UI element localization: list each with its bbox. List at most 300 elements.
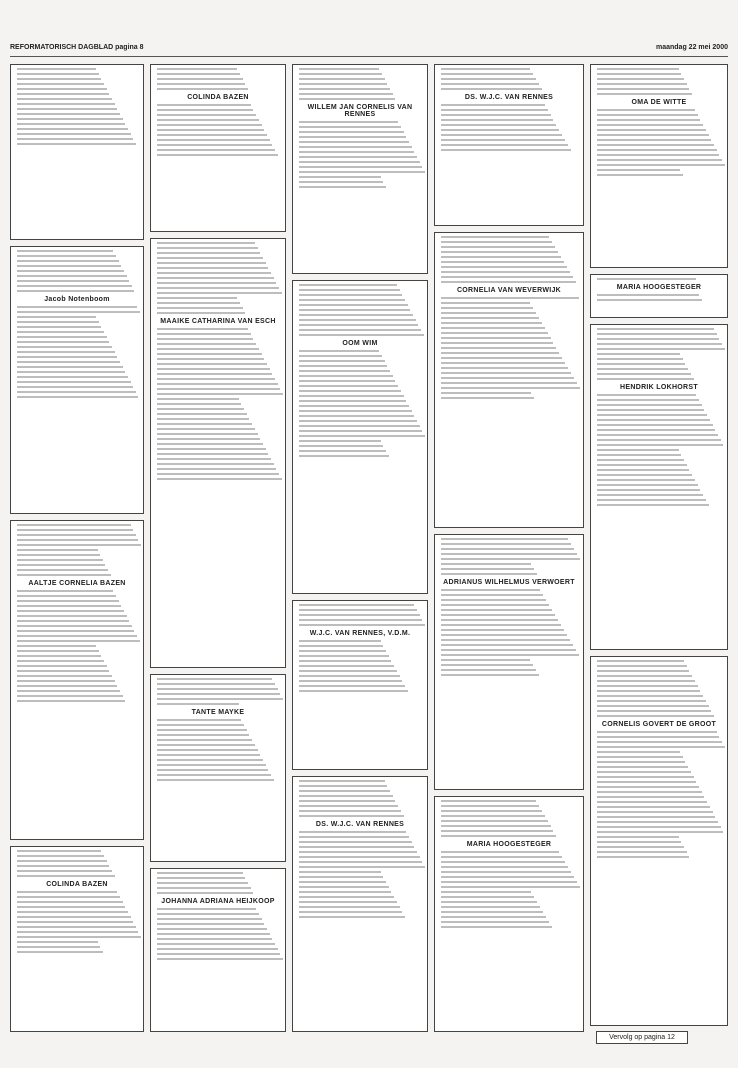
text-line-placeholder <box>441 634 567 636</box>
text-line-placeholder <box>441 886 580 888</box>
text-line-placeholder <box>441 639 570 641</box>
death-notice <box>150 238 286 668</box>
notice-name: HENDRIK LOKHORST <box>620 384 698 391</box>
text-line-placeholder <box>441 891 531 893</box>
text-line-placeholder <box>17 926 136 928</box>
text-line-placeholder <box>17 655 101 657</box>
text-line-placeholder <box>17 316 96 318</box>
text-line-placeholder <box>299 83 387 85</box>
text-line-placeholder <box>157 683 275 685</box>
text-line-placeholder <box>17 640 140 642</box>
text-line-placeholder <box>441 119 553 121</box>
text-line-placeholder <box>157 478 282 480</box>
text-line-placeholder <box>441 109 548 111</box>
text-line-placeholder <box>299 365 387 367</box>
text-line-placeholder <box>157 769 268 771</box>
text-line-placeholder <box>17 901 123 903</box>
text-line-placeholder <box>441 129 559 131</box>
text-line-placeholder <box>17 615 127 617</box>
text-line-placeholder <box>441 619 558 621</box>
text-line-placeholder <box>299 790 390 792</box>
text-line-placeholder <box>157 348 259 350</box>
text-line-placeholder <box>299 655 389 657</box>
text-line-placeholder <box>157 78 243 80</box>
text-line-placeholder <box>17 529 133 531</box>
text-line-placeholder <box>17 559 103 561</box>
death-notice <box>292 776 428 1032</box>
text-line-placeholder <box>299 309 410 311</box>
notice-name: MARIA HOOGESTEGER <box>616 284 702 291</box>
text-line-placeholder <box>441 856 562 858</box>
text-line-placeholder <box>157 388 280 390</box>
notice-name: COLINDA BAZEN <box>187 94 249 101</box>
text-line-placeholder <box>597 159 722 161</box>
text-line-placeholder <box>17 351 115 353</box>
text-line-placeholder <box>17 921 133 923</box>
text-line-placeholder <box>299 614 420 616</box>
text-line-placeholder <box>157 328 248 330</box>
text-line-placeholder <box>597 756 683 758</box>
text-line-placeholder <box>441 392 531 394</box>
text-line-placeholder <box>157 724 244 726</box>
text-line-placeholder <box>441 921 549 923</box>
text-line-placeholder <box>157 433 258 435</box>
text-line-placeholder <box>597 771 691 773</box>
text-line-placeholder <box>441 352 559 354</box>
text-line-placeholder <box>157 877 245 879</box>
text-line-placeholder <box>441 594 543 596</box>
text-line-placeholder <box>597 660 684 662</box>
text-line-placeholder <box>441 78 536 80</box>
death-notice <box>434 232 584 528</box>
text-line-placeholder <box>157 403 241 405</box>
text-line-placeholder <box>17 133 131 135</box>
text-line-placeholder <box>597 299 702 301</box>
text-line-placeholder <box>597 444 723 446</box>
text-line-placeholder <box>157 129 264 131</box>
text-line-placeholder <box>299 380 395 382</box>
text-line-placeholder <box>299 866 425 868</box>
text-line-placeholder <box>17 331 104 333</box>
text-line-placeholder <box>299 141 409 143</box>
text-line-placeholder <box>597 741 722 743</box>
text-line-placeholder <box>597 149 717 151</box>
text-line-placeholder <box>17 891 117 893</box>
text-line-placeholder <box>299 420 417 422</box>
text-line-placeholder <box>17 625 132 627</box>
text-line-placeholder <box>299 314 413 316</box>
text-line-placeholder <box>157 882 248 884</box>
masthead-left: REFORMATORISCH DAGBLAD pagina 8 <box>10 44 144 51</box>
text-line-placeholder <box>597 439 721 441</box>
text-line-placeholder <box>597 83 687 85</box>
text-line-placeholder <box>441 149 571 151</box>
text-line-placeholder <box>441 236 549 238</box>
text-line-placeholder <box>299 440 381 442</box>
text-line-placeholder <box>17 260 119 262</box>
text-line-placeholder <box>157 764 266 766</box>
text-line-placeholder <box>299 186 386 188</box>
text-line-placeholder <box>299 916 405 918</box>
text-line-placeholder <box>597 504 709 506</box>
text-line-placeholder <box>597 139 711 141</box>
text-line-placeholder <box>299 856 420 858</box>
text-line-placeholder <box>157 774 271 776</box>
text-line-placeholder <box>17 680 115 682</box>
text-line-placeholder <box>441 246 555 248</box>
text-line-placeholder <box>17 118 123 120</box>
text-line-placeholder <box>299 151 414 153</box>
text-line-placeholder <box>157 744 255 746</box>
text-line-placeholder <box>17 534 136 536</box>
text-line-placeholder <box>299 319 416 321</box>
text-line-placeholder <box>441 397 534 399</box>
text-line-placeholder <box>597 399 699 401</box>
text-line-placeholder <box>157 119 259 121</box>
text-line-placeholder <box>441 134 562 136</box>
text-line-placeholder <box>441 644 573 646</box>
text-line-placeholder <box>597 665 687 667</box>
text-line-placeholder <box>157 423 252 425</box>
text-line-placeholder <box>17 336 107 338</box>
text-line-placeholder <box>17 78 101 80</box>
text-line-placeholder <box>597 134 709 136</box>
text-line-placeholder <box>17 98 112 100</box>
text-line-placeholder <box>441 241 552 243</box>
text-line-placeholder <box>299 161 420 163</box>
text-line-placeholder <box>157 154 278 156</box>
text-line-placeholder <box>157 343 256 345</box>
text-line-placeholder <box>597 791 702 793</box>
text-line-placeholder <box>157 363 267 365</box>
text-line-placeholder <box>299 876 383 878</box>
text-line-placeholder <box>597 368 688 370</box>
text-line-placeholder <box>17 645 96 647</box>
text-line-placeholder <box>17 911 128 913</box>
text-line-placeholder <box>17 620 129 622</box>
text-line-placeholder <box>597 333 717 335</box>
text-line-placeholder <box>299 836 409 838</box>
text-line-placeholder <box>441 362 565 364</box>
text-line-placeholder <box>17 906 125 908</box>
text-line-placeholder <box>157 292 282 294</box>
text-line-placeholder <box>157 887 251 889</box>
text-line-placeholder <box>17 549 98 551</box>
text-line-placeholder <box>157 277 274 279</box>
text-line-placeholder <box>157 124 262 126</box>
text-line-placeholder <box>441 563 531 565</box>
text-line-placeholder <box>17 675 112 677</box>
text-line-placeholder <box>597 469 689 471</box>
text-line-placeholder <box>299 299 405 301</box>
text-line-placeholder <box>17 250 113 252</box>
text-line-placeholder <box>17 128 128 130</box>
text-line-placeholder <box>299 395 404 397</box>
text-line-placeholder <box>441 327 545 329</box>
text-line-placeholder <box>597 786 699 788</box>
text-line-placeholder <box>597 378 694 380</box>
text-line-placeholder <box>597 499 706 501</box>
text-line-placeholder <box>441 654 579 656</box>
text-line-placeholder <box>597 144 714 146</box>
text-line-placeholder <box>299 131 404 133</box>
text-line-placeholder <box>597 154 719 156</box>
text-line-placeholder <box>299 181 383 183</box>
text-line-placeholder <box>17 524 131 526</box>
text-line-placeholder <box>597 494 703 496</box>
text-line-placeholder <box>299 435 425 437</box>
text-line-placeholder <box>17 143 136 145</box>
text-line-placeholder <box>157 448 266 450</box>
text-line-placeholder <box>17 569 108 571</box>
text-line-placeholder <box>299 294 402 296</box>
text-line-placeholder <box>17 665 107 667</box>
text-line-placeholder <box>299 68 379 70</box>
text-line-placeholder <box>441 926 552 928</box>
text-line-placeholder <box>441 820 548 822</box>
text-line-placeholder <box>157 257 263 259</box>
text-line-placeholder <box>299 360 385 362</box>
text-line-placeholder <box>299 93 393 95</box>
text-line-placeholder <box>597 114 698 116</box>
text-line-placeholder <box>597 373 691 375</box>
text-line-placeholder <box>441 851 559 853</box>
text-line-placeholder <box>17 138 133 140</box>
text-line-placeholder <box>157 698 283 700</box>
text-line-placeholder <box>441 800 536 802</box>
text-line-placeholder <box>17 700 125 702</box>
text-line-placeholder <box>299 645 383 647</box>
text-line-placeholder <box>597 705 709 707</box>
text-line-placeholder <box>17 93 109 95</box>
text-line-placeholder <box>597 489 700 491</box>
text-line-placeholder <box>17 946 100 948</box>
text-line-placeholder <box>17 544 141 546</box>
text-line-placeholder <box>17 630 134 632</box>
text-line-placeholder <box>597 846 684 848</box>
text-line-placeholder <box>597 93 692 95</box>
text-line-placeholder <box>597 328 714 330</box>
text-line-placeholder <box>441 573 537 575</box>
text-line-placeholder <box>17 860 107 862</box>
text-line-placeholder <box>157 693 280 695</box>
text-line-placeholder <box>299 334 424 336</box>
text-line-placeholder <box>597 129 706 131</box>
text-line-placeholder <box>299 785 387 787</box>
text-line-placeholder <box>597 358 683 360</box>
text-line-placeholder <box>441 911 543 913</box>
text-line-placeholder <box>17 600 119 602</box>
notice-name: CORNELIS GOVERT DE GROOT <box>601 721 717 728</box>
text-line-placeholder <box>597 826 721 828</box>
text-line-placeholder <box>17 341 109 343</box>
text-line-placeholder <box>597 856 689 858</box>
text-line-placeholder <box>299 604 414 606</box>
text-line-placeholder <box>299 810 401 812</box>
text-line-placeholder <box>441 810 542 812</box>
text-line-placeholder <box>299 405 409 407</box>
text-line-placeholder <box>17 931 138 933</box>
notice-name: ADRIANUS WILHELMUS VERWOERT <box>443 579 575 586</box>
text-line-placeholder <box>299 410 412 412</box>
text-line-placeholder <box>157 719 241 721</box>
text-line-placeholder <box>157 139 270 141</box>
text-line-placeholder <box>157 729 247 731</box>
text-line-placeholder <box>299 78 385 80</box>
notice-name: MAAIKE CATHARINA VAN ESCH <box>160 318 276 325</box>
notice-name: WILLEM JAN CORNELIS VAN RENNES <box>307 104 413 118</box>
text-line-placeholder <box>597 73 681 75</box>
text-line-placeholder <box>299 415 414 417</box>
text-line-placeholder <box>597 479 695 481</box>
text-line-placeholder <box>441 317 539 319</box>
text-line-placeholder <box>441 866 568 868</box>
text-line-placeholder <box>299 871 381 873</box>
death-notice <box>590 324 728 650</box>
text-line-placeholder <box>299 166 422 168</box>
text-line-placeholder <box>157 913 259 915</box>
text-line-placeholder <box>441 543 571 545</box>
text-line-placeholder <box>597 796 704 798</box>
text-line-placeholder <box>441 382 577 384</box>
text-line-placeholder <box>299 650 386 652</box>
text-line-placeholder <box>299 624 425 626</box>
text-line-placeholder <box>157 908 256 910</box>
text-line-placeholder <box>441 599 546 601</box>
text-line-placeholder <box>441 251 558 253</box>
text-line-placeholder <box>299 289 400 291</box>
text-line-placeholder <box>157 754 260 756</box>
page-reference: Vervolg op pagina 12 <box>596 1031 688 1044</box>
text-line-placeholder <box>597 429 715 431</box>
text-line-placeholder <box>157 373 272 375</box>
text-line-placeholder <box>17 306 137 308</box>
text-line-placeholder <box>299 350 379 352</box>
notice-name: OOM WIM <box>342 340 378 347</box>
text-line-placeholder <box>441 387 580 389</box>
text-line-placeholder <box>441 669 536 671</box>
text-line-placeholder <box>441 88 542 90</box>
text-line-placeholder <box>299 891 391 893</box>
text-line-placeholder <box>157 928 267 930</box>
text-line-placeholder <box>157 149 275 151</box>
text-line-placeholder <box>157 104 251 106</box>
text-line-placeholder <box>441 609 552 611</box>
death-notice <box>590 656 728 1026</box>
text-line-placeholder <box>597 394 696 396</box>
text-line-placeholder <box>299 841 412 843</box>
text-line-placeholder <box>441 357 562 359</box>
text-line-placeholder <box>597 821 718 823</box>
death-notice <box>434 534 584 790</box>
text-line-placeholder <box>597 174 683 176</box>
text-line-placeholder <box>441 124 556 126</box>
text-line-placeholder <box>597 736 719 738</box>
text-line-placeholder <box>17 275 127 277</box>
text-line-placeholder <box>597 474 692 476</box>
text-line-placeholder <box>299 126 401 128</box>
text-line-placeholder <box>299 445 383 447</box>
text-line-placeholder <box>157 948 278 950</box>
text-line-placeholder <box>157 473 279 475</box>
text-line-placeholder <box>441 281 576 283</box>
death-notice <box>150 674 286 862</box>
text-line-placeholder <box>441 307 533 309</box>
text-line-placeholder <box>597 68 679 70</box>
text-line-placeholder <box>157 114 256 116</box>
text-line-placeholder <box>299 886 389 888</box>
text-line-placeholder <box>597 781 696 783</box>
text-line-placeholder <box>441 144 568 146</box>
text-line-placeholder <box>299 815 404 817</box>
text-line-placeholder <box>157 938 272 940</box>
text-line-placeholder <box>299 795 393 797</box>
text-line-placeholder <box>597 409 704 411</box>
text-line-placeholder <box>17 865 109 867</box>
text-line-placeholder <box>299 121 398 123</box>
text-line-placeholder <box>157 703 239 705</box>
text-line-placeholder <box>299 906 400 908</box>
text-line-placeholder <box>441 861 565 863</box>
text-line-placeholder <box>441 302 530 304</box>
text-line-placeholder <box>17 670 109 672</box>
text-line-placeholder <box>441 589 540 591</box>
text-line-placeholder <box>597 343 722 345</box>
text-line-placeholder <box>157 282 276 284</box>
text-line-placeholder <box>597 761 685 763</box>
text-line-placeholder <box>17 270 124 272</box>
text-line-placeholder <box>157 247 258 249</box>
text-line-placeholder <box>299 665 394 667</box>
text-line-placeholder <box>17 690 120 692</box>
text-line-placeholder <box>17 590 113 592</box>
text-line-placeholder <box>597 746 725 748</box>
text-line-placeholder <box>299 73 382 75</box>
text-line-placeholder <box>597 766 688 768</box>
text-line-placeholder <box>157 358 264 360</box>
text-line-placeholder <box>299 846 414 848</box>
text-line-placeholder <box>157 458 271 460</box>
text-line-placeholder <box>17 371 125 373</box>
text-line-placeholder <box>157 368 270 370</box>
text-line-placeholder <box>157 83 245 85</box>
text-line-placeholder <box>441 83 539 85</box>
text-line-placeholder <box>597 690 700 692</box>
text-line-placeholder <box>299 176 381 178</box>
text-line-placeholder <box>299 685 405 687</box>
text-line-placeholder <box>17 285 132 287</box>
text-line-placeholder <box>299 329 421 331</box>
text-line-placeholder <box>17 605 121 607</box>
text-line-placeholder <box>17 346 112 348</box>
text-line-placeholder <box>157 267 268 269</box>
death-notice <box>150 868 286 1032</box>
text-line-placeholder <box>17 280 129 282</box>
text-line-placeholder <box>441 276 573 278</box>
text-line-placeholder <box>597 119 700 121</box>
text-line-placeholder <box>17 850 101 852</box>
death-notice <box>434 64 584 226</box>
text-line-placeholder <box>441 896 534 898</box>
death-notice <box>292 600 428 770</box>
text-line-placeholder <box>441 114 551 116</box>
text-line-placeholder <box>441 568 534 570</box>
text-line-placeholder <box>17 896 120 898</box>
text-line-placeholder <box>299 425 420 427</box>
text-line-placeholder <box>597 851 687 853</box>
text-line-placeholder <box>157 892 253 894</box>
text-line-placeholder <box>597 715 714 717</box>
